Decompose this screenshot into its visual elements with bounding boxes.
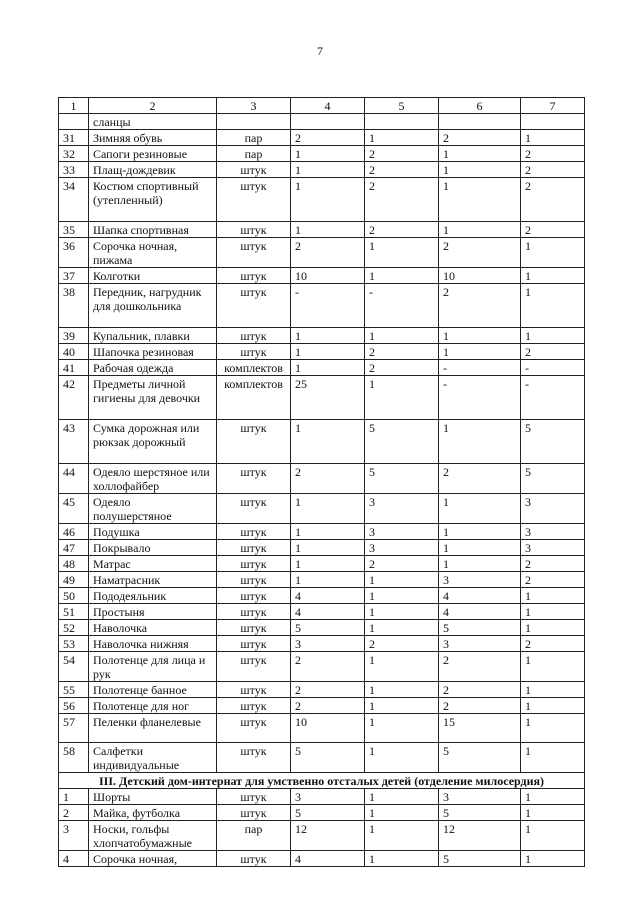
cell-value: 2 bbox=[439, 284, 521, 328]
cell-unit: пар bbox=[217, 821, 291, 851]
cell-value: 1 bbox=[521, 328, 585, 344]
cell-value: 25 bbox=[291, 376, 365, 420]
cell-number: 40 bbox=[59, 344, 89, 360]
cell-unit: штук bbox=[217, 162, 291, 178]
cell-number: 31 bbox=[59, 130, 89, 146]
cell-unit bbox=[217, 114, 291, 130]
header-cell: 3 bbox=[217, 98, 291, 114]
table-row bbox=[59, 805, 585, 821]
cell-value: 1 bbox=[365, 805, 439, 821]
cell-value: 1 bbox=[365, 268, 439, 284]
cell-value: - bbox=[521, 360, 585, 376]
cell-unit: штук bbox=[217, 805, 291, 821]
cell-value: 10 bbox=[291, 268, 365, 284]
cell-value: 1 bbox=[291, 328, 365, 344]
cell-unit: штук bbox=[217, 620, 291, 636]
cell-item: Одеяло шерстяное или холлофайбер bbox=[89, 464, 217, 494]
cell-number: 3 bbox=[59, 821, 89, 851]
cell-value: 1 bbox=[365, 376, 439, 420]
cell-item: Майка, футболка bbox=[89, 805, 217, 821]
cell-value: 2 bbox=[365, 146, 439, 162]
cell-value: 1 bbox=[365, 572, 439, 588]
cell-value: 2 bbox=[291, 698, 365, 714]
cell-item: Полотенце для лица и рук bbox=[89, 652, 217, 682]
cell-value: 10 bbox=[291, 714, 365, 743]
table-row bbox=[59, 524, 585, 540]
cell-unit: штук bbox=[217, 743, 291, 773]
cell-value: 4 bbox=[439, 588, 521, 604]
table-row bbox=[59, 376, 585, 420]
table-header-row bbox=[59, 98, 585, 114]
cell-number: 52 bbox=[59, 620, 89, 636]
cell-value bbox=[521, 114, 585, 130]
cell-number: 39 bbox=[59, 328, 89, 344]
cell-unit: пар bbox=[217, 130, 291, 146]
cell-number: 43 bbox=[59, 420, 89, 464]
cell-value: - bbox=[439, 360, 521, 376]
cell-value: 5 bbox=[365, 464, 439, 494]
cell-number: 55 bbox=[59, 682, 89, 698]
cell-value: 2 bbox=[291, 682, 365, 698]
table-row bbox=[59, 130, 585, 146]
cell-number: 49 bbox=[59, 572, 89, 588]
cell-value: 5 bbox=[291, 620, 365, 636]
cell-value: 3 bbox=[521, 524, 585, 540]
cell-value: 1 bbox=[365, 743, 439, 773]
cell-number: 32 bbox=[59, 146, 89, 162]
cell-value: 1 bbox=[521, 130, 585, 146]
cell-value: 1 bbox=[521, 698, 585, 714]
cell-value: 2 bbox=[439, 464, 521, 494]
cell-number: 54 bbox=[59, 652, 89, 682]
cell-number: 41 bbox=[59, 360, 89, 376]
cell-value: 1 bbox=[521, 604, 585, 620]
cell-value: 3 bbox=[291, 789, 365, 805]
cell-number: 56 bbox=[59, 698, 89, 714]
cell-value: 1 bbox=[291, 222, 365, 238]
cell-value: 2 bbox=[291, 130, 365, 146]
table-row bbox=[59, 464, 585, 494]
cell-value: 1 bbox=[365, 698, 439, 714]
cell-item: Сумка дорожная или рюкзак дорожный bbox=[89, 420, 217, 464]
cell-unit: штук bbox=[217, 420, 291, 464]
cell-value: 1 bbox=[365, 620, 439, 636]
table-row bbox=[59, 743, 585, 773]
cell-value: 1 bbox=[521, 743, 585, 773]
cell-value: 2 bbox=[439, 682, 521, 698]
cell-item: Одеяло полушерстяное bbox=[89, 494, 217, 524]
cell-value: - bbox=[439, 376, 521, 420]
cell-value: 1 bbox=[439, 344, 521, 360]
cell-value: 2 bbox=[521, 178, 585, 222]
cell-value: 1 bbox=[521, 620, 585, 636]
table-row bbox=[59, 652, 585, 682]
cell-value: 3 bbox=[521, 494, 585, 524]
cell-value: 10 bbox=[439, 268, 521, 284]
cell-unit: штук bbox=[217, 328, 291, 344]
cell-unit: штук bbox=[217, 652, 291, 682]
cell-item: Простыня bbox=[89, 604, 217, 620]
cell-unit: пар bbox=[217, 146, 291, 162]
cell-value: 1 bbox=[365, 328, 439, 344]
cell-value: 5 bbox=[521, 420, 585, 464]
cell-item: Полотенце для ног bbox=[89, 698, 217, 714]
cell-value: 5 bbox=[291, 743, 365, 773]
cell-value: 5 bbox=[439, 743, 521, 773]
cell-value: 15 bbox=[439, 714, 521, 743]
cell-value: 2 bbox=[291, 652, 365, 682]
cell-item: сланцы bbox=[89, 114, 217, 130]
cell-value: 5 bbox=[439, 805, 521, 821]
cell-value: 2 bbox=[521, 636, 585, 652]
cell-number: 2 bbox=[59, 805, 89, 821]
table-row bbox=[59, 556, 585, 572]
cell-unit: штук bbox=[217, 238, 291, 268]
cell-item: Шорты bbox=[89, 789, 217, 805]
table-row bbox=[59, 604, 585, 620]
cell-unit: штук bbox=[217, 222, 291, 238]
cell-item: Подушка bbox=[89, 524, 217, 540]
cell-value: 1 bbox=[521, 714, 585, 743]
table-row bbox=[59, 222, 585, 238]
page-number: 7 bbox=[317, 44, 323, 58]
table-row bbox=[59, 420, 585, 464]
cell-value: 2 bbox=[365, 556, 439, 572]
cell-number: 36 bbox=[59, 238, 89, 268]
cell-value: 2 bbox=[439, 130, 521, 146]
cell-value: 1 bbox=[291, 494, 365, 524]
cell-item: Костюм спортивный (утепленный) bbox=[89, 178, 217, 222]
table-row bbox=[59, 588, 585, 604]
cell-value: 3 bbox=[439, 572, 521, 588]
cell-value: 3 bbox=[365, 494, 439, 524]
cell-value: 1 bbox=[291, 420, 365, 464]
cell-value: 1 bbox=[291, 572, 365, 588]
cell-unit: штук bbox=[217, 698, 291, 714]
cell-value: 1 bbox=[291, 146, 365, 162]
cell-number: 51 bbox=[59, 604, 89, 620]
table-row bbox=[59, 789, 585, 805]
cell-unit: штук bbox=[217, 636, 291, 652]
cell-value: 2 bbox=[291, 464, 365, 494]
cell-item: Зимняя обувь bbox=[89, 130, 217, 146]
cell-item: Предметы личной гигиены для девочки bbox=[89, 376, 217, 420]
cell-value: 1 bbox=[291, 162, 365, 178]
cell-value: 1 bbox=[439, 556, 521, 572]
cell-number: 48 bbox=[59, 556, 89, 572]
cell-unit: штук bbox=[217, 682, 291, 698]
cell-item: Салфетки индивидуальные bbox=[89, 743, 217, 773]
cell-value: 1 bbox=[521, 652, 585, 682]
cell-value: 2 bbox=[365, 162, 439, 178]
header-cell: 2 bbox=[89, 98, 217, 114]
cell-item: Шапка спортивная bbox=[89, 222, 217, 238]
cell-number: 57 bbox=[59, 714, 89, 743]
cell-number: 34 bbox=[59, 178, 89, 222]
cell-unit: комплектов bbox=[217, 376, 291, 420]
cell-number: 50 bbox=[59, 588, 89, 604]
cell-unit: штук bbox=[217, 268, 291, 284]
cell-value: 3 bbox=[365, 524, 439, 540]
cell-value: 2 bbox=[365, 178, 439, 222]
cell-value: - bbox=[291, 284, 365, 328]
cell-value: 2 bbox=[521, 222, 585, 238]
table-row bbox=[59, 284, 585, 328]
table-row bbox=[59, 238, 585, 268]
table-row bbox=[59, 636, 585, 652]
table-row bbox=[59, 344, 585, 360]
cell-value: 2 bbox=[439, 652, 521, 682]
cell-unit: штук bbox=[217, 464, 291, 494]
cell-value: 1 bbox=[521, 789, 585, 805]
table-row-continuation bbox=[59, 114, 585, 130]
cell-item: Колготки bbox=[89, 268, 217, 284]
table-row bbox=[59, 360, 585, 376]
header-cell: 4 bbox=[291, 98, 365, 114]
cell-item: Пододеяльник bbox=[89, 588, 217, 604]
cell-value: 1 bbox=[439, 222, 521, 238]
cell-value: 1 bbox=[521, 238, 585, 268]
cell-value: 1 bbox=[365, 851, 439, 867]
cell-item: Плащ-дождевик bbox=[89, 162, 217, 178]
cell-value: 1 bbox=[439, 328, 521, 344]
cell-value: 1 bbox=[521, 821, 585, 851]
cell-value: 1 bbox=[439, 494, 521, 524]
cell-value: 1 bbox=[291, 344, 365, 360]
cell-value: 2 bbox=[365, 636, 439, 652]
cell-value: 1 bbox=[439, 420, 521, 464]
cell-item: Рабочая одежда bbox=[89, 360, 217, 376]
header-cell: 7 bbox=[521, 98, 585, 114]
cell-value: 1 bbox=[439, 524, 521, 540]
cell-value: 4 bbox=[291, 588, 365, 604]
table-row bbox=[59, 572, 585, 588]
cell-value: 1 bbox=[365, 238, 439, 268]
cell-value: 2 bbox=[521, 146, 585, 162]
cell-item: Наволочка нижняя bbox=[89, 636, 217, 652]
cell-number: 53 bbox=[59, 636, 89, 652]
cell-item: Передник, нагрудник для дошкольника bbox=[89, 284, 217, 328]
table-row bbox=[59, 620, 585, 636]
cell-value: 1 bbox=[521, 805, 585, 821]
header-cell: 6 bbox=[439, 98, 521, 114]
cell-value: 1 bbox=[291, 178, 365, 222]
cell-number: 4 bbox=[59, 851, 89, 867]
cell-value: 1 bbox=[521, 284, 585, 328]
table-row bbox=[59, 821, 585, 851]
cell-value: 5 bbox=[439, 620, 521, 636]
cell-unit: штук bbox=[217, 851, 291, 867]
cell-value bbox=[439, 114, 521, 130]
cell-item: Наволочка bbox=[89, 620, 217, 636]
cell-value: 1 bbox=[439, 540, 521, 556]
cell-number bbox=[59, 114, 89, 130]
cell-value bbox=[365, 114, 439, 130]
cell-value: 5 bbox=[365, 420, 439, 464]
cell-item: Купальник, плавки bbox=[89, 328, 217, 344]
table-row bbox=[59, 682, 585, 698]
table-row bbox=[59, 494, 585, 524]
cell-value: - bbox=[365, 284, 439, 328]
cell-value: 2 bbox=[365, 360, 439, 376]
cell-value: 4 bbox=[291, 604, 365, 620]
cell-value: 2 bbox=[365, 344, 439, 360]
cell-value: 1 bbox=[439, 178, 521, 222]
cell-value: 2 bbox=[439, 238, 521, 268]
cell-unit: штук bbox=[217, 556, 291, 572]
cell-value: 2 bbox=[521, 572, 585, 588]
cell-value: 2 bbox=[365, 222, 439, 238]
cell-number: 58 bbox=[59, 743, 89, 773]
header-cell: 1 bbox=[59, 98, 89, 114]
cell-value: 1 bbox=[365, 714, 439, 743]
table-row bbox=[59, 162, 585, 178]
cell-value: 12 bbox=[439, 821, 521, 851]
table-row bbox=[59, 146, 585, 162]
cell-value: 2 bbox=[521, 162, 585, 178]
cell-value: 1 bbox=[365, 789, 439, 805]
cell-value: 1 bbox=[291, 360, 365, 376]
cell-unit: штук bbox=[217, 604, 291, 620]
cell-unit: штук bbox=[217, 524, 291, 540]
cell-value: 1 bbox=[365, 821, 439, 851]
section-row bbox=[59, 773, 585, 789]
cell-number: 33 bbox=[59, 162, 89, 178]
cell-number: 35 bbox=[59, 222, 89, 238]
header-cell: 5 bbox=[365, 98, 439, 114]
cell-item: Носки, гольфы хлопчатобумажные bbox=[89, 821, 217, 851]
cell-value: 1 bbox=[439, 162, 521, 178]
cell-unit: штук bbox=[217, 178, 291, 222]
table-row bbox=[59, 851, 585, 867]
cell-value: 2 bbox=[439, 698, 521, 714]
cell-value: 2 bbox=[521, 556, 585, 572]
cell-number: 44 bbox=[59, 464, 89, 494]
cell-number: 38 bbox=[59, 284, 89, 328]
cell-unit: комплектов bbox=[217, 360, 291, 376]
cell-item: Матрас bbox=[89, 556, 217, 572]
cell-item: Шапочка резиновая bbox=[89, 344, 217, 360]
cell-value: 1 bbox=[521, 851, 585, 867]
cell-value: 4 bbox=[439, 604, 521, 620]
cell-item: Сорочка ночная, пижама bbox=[89, 238, 217, 268]
cell-number: 1 bbox=[59, 789, 89, 805]
cell-value: 5 bbox=[439, 851, 521, 867]
table-row bbox=[59, 698, 585, 714]
cell-value: 1 bbox=[291, 540, 365, 556]
cell-unit: штук bbox=[217, 344, 291, 360]
cell-value: 1 bbox=[365, 682, 439, 698]
table-row bbox=[59, 540, 585, 556]
cell-number: 37 bbox=[59, 268, 89, 284]
cell-value: 1 bbox=[291, 556, 365, 572]
table-row bbox=[59, 178, 585, 222]
cell-value: 2 bbox=[291, 238, 365, 268]
table-row bbox=[59, 714, 585, 743]
cell-value: 3 bbox=[439, 789, 521, 805]
cell-item: Сорочка ночная, bbox=[89, 851, 217, 867]
cell-number: 45 bbox=[59, 494, 89, 524]
table-row bbox=[59, 328, 585, 344]
cell-unit: штук bbox=[217, 540, 291, 556]
cell-unit: штук bbox=[217, 789, 291, 805]
cell-item: Покрывало bbox=[89, 540, 217, 556]
table-body bbox=[59, 98, 585, 867]
cell-value: 3 bbox=[291, 636, 365, 652]
cell-value: 3 bbox=[521, 540, 585, 556]
cell-value: 1 bbox=[439, 146, 521, 162]
cell-unit: штук bbox=[217, 494, 291, 524]
cell-value bbox=[291, 114, 365, 130]
cell-unit: штук bbox=[217, 572, 291, 588]
cell-number: 47 bbox=[59, 540, 89, 556]
cell-value: - bbox=[521, 376, 585, 420]
cell-value: 3 bbox=[439, 636, 521, 652]
cell-value: 1 bbox=[521, 268, 585, 284]
table-row bbox=[59, 268, 585, 284]
cell-value: 3 bbox=[365, 540, 439, 556]
cell-item: Наматрасник bbox=[89, 572, 217, 588]
section-title: III. Детский дом-интернат для умственно отсталых детей (отделение милосердия) bbox=[59, 773, 585, 789]
cell-item: Полотенце банное bbox=[89, 682, 217, 698]
cell-value: 5 bbox=[291, 805, 365, 821]
cell-unit: штук bbox=[217, 284, 291, 328]
cell-value: 1 bbox=[521, 588, 585, 604]
cell-value: 5 bbox=[521, 464, 585, 494]
norms-table bbox=[58, 97, 585, 867]
cell-unit: штук bbox=[217, 714, 291, 743]
cell-item: Сапоги резиновые bbox=[89, 146, 217, 162]
cell-value: 1 bbox=[365, 652, 439, 682]
cell-value: 12 bbox=[291, 821, 365, 851]
cell-number: 42 bbox=[59, 376, 89, 420]
cell-value: 1 bbox=[365, 130, 439, 146]
cell-value: 4 bbox=[291, 851, 365, 867]
cell-item: Пеленки фланелевые bbox=[89, 714, 217, 743]
cell-value: 1 bbox=[365, 604, 439, 620]
cell-unit: штук bbox=[217, 588, 291, 604]
cell-value: 1 bbox=[291, 524, 365, 540]
cell-value: 1 bbox=[365, 588, 439, 604]
cell-value: 1 bbox=[521, 682, 585, 698]
cell-number: 46 bbox=[59, 524, 89, 540]
cell-value: 2 bbox=[521, 344, 585, 360]
